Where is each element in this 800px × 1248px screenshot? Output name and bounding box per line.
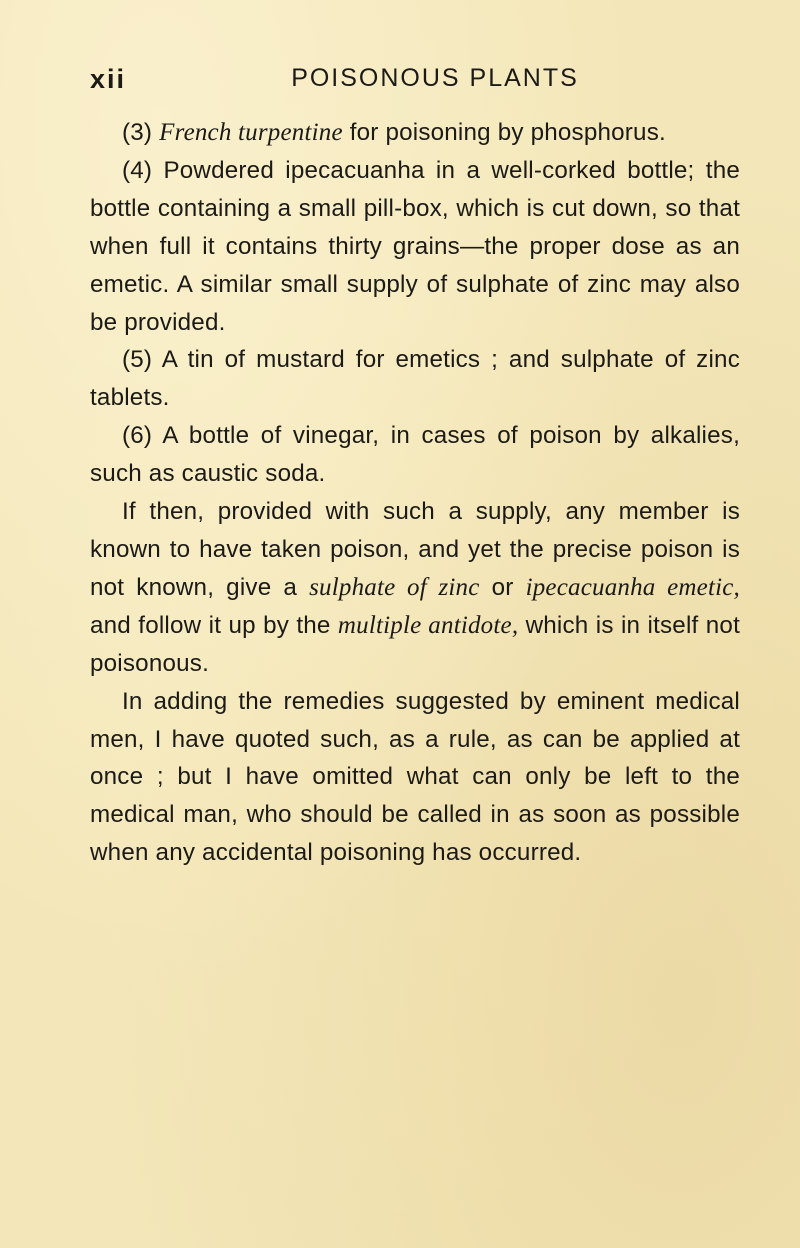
running-title: POISONOUS PLANTS — [291, 64, 579, 92]
running-head — [90, 64, 740, 100]
body-text — [90, 114, 740, 872]
paragraph-text: and follow it up by the — [90, 611, 338, 639]
paragraph-3 — [90, 114, 740, 152]
paragraph-instructions — [90, 493, 740, 683]
italic-term: multiple antidote, — [337, 611, 519, 639]
italic-term: ipecacuanha emetic, — [525, 573, 740, 601]
italic-term: sulphate of zinc — [309, 573, 480, 601]
paragraph-5: (5) A tin of mustard for emetics ; and sulphate of zinc tablets. — [90, 346, 740, 412]
paragraph-6: (6) A bottle of vinegar, in cases of poison by alkalies, such as caustic soda. — [90, 422, 740, 488]
page-number: xii — [90, 64, 127, 94]
paragraph-remedies-note: In adding the remedies suggested by eminent medical men, I have quoted such, as a rule, as can be applied at once ; but I have omitted what can only be left to the medical man, who should be called in as soon as possible when any accidental poisoning has occurred. — [90, 687, 740, 867]
paragraph-text: or — [479, 573, 526, 601]
paragraph-text: for poisoning by phosphorus. — [342, 119, 666, 146]
italic-term: French turpentine — [159, 119, 343, 146]
paragraph-text: which is in itself not poisonous. — [90, 611, 740, 677]
item-number: (3) — [122, 119, 160, 146]
paragraph-text: If then, provided with such a supply, any member is known to have taken poison, and yet the precise poison is not known, give a — [90, 498, 740, 601]
paragraph-4: (4) Powdered ipecacuanha in a well-corked bottle; the bottle containing a small pill-box, which is cut down, so that when full it contains thirty grains—the proper dose as an emetic. A similar small supply of sulphate of zinc may also be provided. — [90, 156, 740, 336]
